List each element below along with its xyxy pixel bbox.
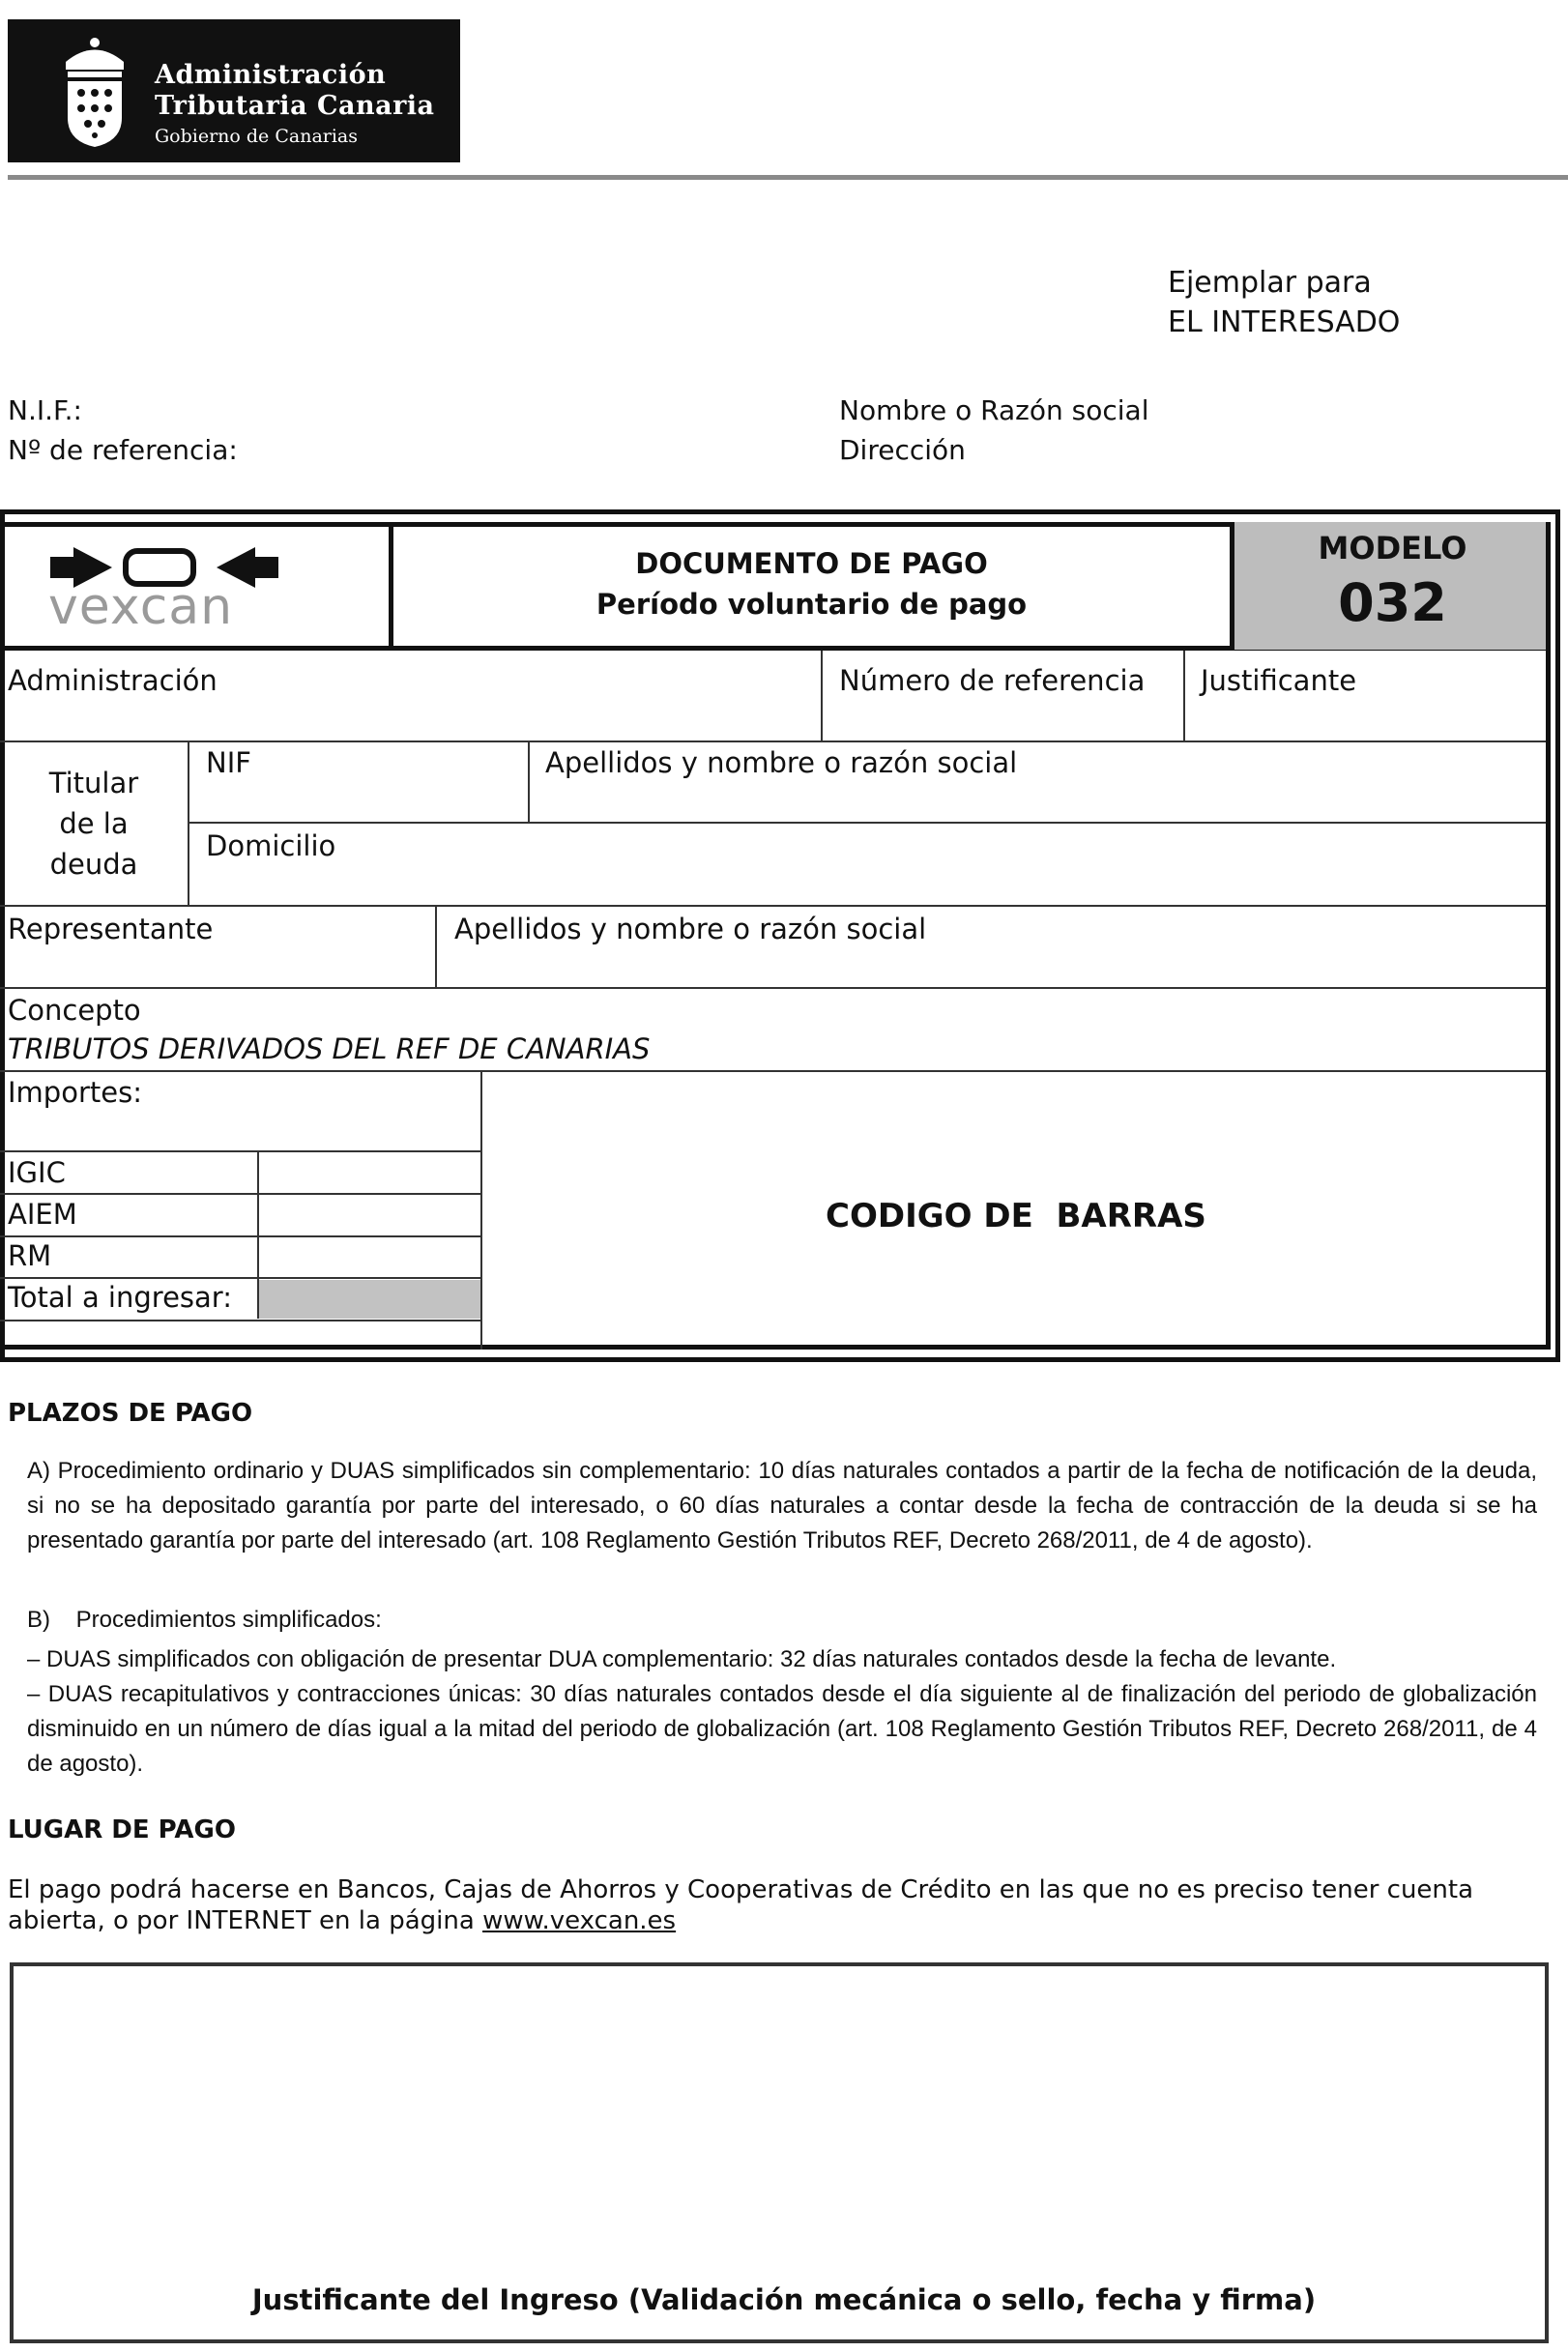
barcode-area-label: CODIGO DE BARRAS <box>826 1197 1206 1235</box>
plazos-bullet-2: – DUAS recapitulativos y contracciones únicas: 30 días naturales contados desde el día siguiente al de finalización del periodo de globalización disminuido en un número de días igual a la mitad del periodo de globalización (art. 108 Reglamento Gestión Tributos REF, Decreto 268/2011, de 4 de agosto). <box>27 1681 1537 1777</box>
concepto-value: TRIBUTOS DERIVADOS DEL REF DE CANARIAS <box>8 1032 651 1065</box>
plazos-bullet-1: – DUAS simplificados con obligación de presentar DUA complementario: 32 días naturales contados desde la fecha de levante. <box>27 1646 1337 1672</box>
divider <box>528 742 530 824</box>
agency-name-line1: Administración <box>155 60 387 90</box>
representante-label: Representante <box>8 913 214 945</box>
divider <box>189 822 1546 824</box>
divider <box>0 1193 480 1195</box>
divider <box>0 1150 480 1152</box>
total-amount-field <box>259 1280 480 1319</box>
agency-name-line2: Tributaria Canaria <box>155 91 435 121</box>
plazos-paragraph-b: B) Procedimientos simplificados: <box>27 1607 382 1633</box>
form-subtitle: Período voluntario de pago <box>595 588 1028 621</box>
importe-rm-label: RM <box>8 1239 52 1272</box>
modelo-label: MODELO <box>1318 530 1467 566</box>
lugar-text-body: El pago podrá hacerse en Bancos, Cajas de Ahorros y Cooperativas de Crédito en las que no es preciso tener cuenta abierta, o por INTERNET en la página <box>8 1875 1474 1935</box>
address-label: Dirección <box>839 434 966 466</box>
divider <box>0 1277 480 1279</box>
divider <box>0 987 1546 989</box>
crest-icon <box>46 33 143 149</box>
divider <box>435 907 437 988</box>
copy-for-recipient: EL INTERESADO <box>1168 305 1401 339</box>
titular-nif-label: NIF <box>206 746 251 779</box>
divider <box>0 905 1546 907</box>
vexcan-logo-text: vexcan <box>48 578 234 636</box>
importe-igic-label: IGIC <box>8 1156 66 1189</box>
representante-apellidos-label: Apellidos y nombre o razón social <box>454 913 927 945</box>
modelo-number: 032 <box>1338 572 1447 633</box>
titular-label-line1: Titular <box>48 767 139 799</box>
divider <box>0 1235 480 1237</box>
importe-aiem-label: AIEM <box>8 1198 77 1231</box>
total-label: Total a ingresar: <box>8 1281 232 1314</box>
lugar-title: LUGAR DE PAGO <box>8 1815 236 1844</box>
form-title: DOCUMENTO DE PAGO <box>635 547 988 580</box>
lugar-text <box>8 1874 1560 1936</box>
titular-domicilio-label: Domicilio <box>206 829 336 862</box>
justificante-caption: Justificante del Ingreso (Validación mecánica o sello, fecha y firma) <box>251 2283 1317 2316</box>
vexcan-link[interactable]: www.vexcan.es <box>482 1906 677 1935</box>
plazos-paragraph-a: A) Procedimiento ordinario y DUAS simplificados sin complementario: 10 días naturales contados a partir de la fecha de notificación de la deuda, si no se ha depositado garantía por parte del interesado, o 60 días naturales a contar desde la fecha de contracción de la deuda si se ha presentado garantía por parte del interesado (art. 108 Reglamento Gestión Tributos REF, Decreto 268/2011, de 4 de agosto). <box>27 1458 1537 1553</box>
agency-name-line3: Gobierno de Canarias <box>155 126 359 147</box>
copy-for-label: Ejemplar para <box>1168 266 1372 300</box>
divider <box>188 742 189 907</box>
concepto-label: Concepto <box>8 994 141 1027</box>
divider <box>821 651 823 742</box>
titular-label-line2: de la <box>59 807 129 840</box>
plazos-title: PLAZOS DE PAGO <box>8 1399 253 1428</box>
reference-label: Nº de referencia: <box>8 434 238 466</box>
header-divider <box>8 175 1568 180</box>
titular-apellidos-label: Apellidos y nombre o razón social <box>545 746 1018 779</box>
administracion-label: Administración <box>8 664 218 697</box>
divider <box>480 1072 482 1350</box>
titular-label-line3: deuda <box>49 848 138 881</box>
divider <box>0 740 1546 742</box>
nif-label: N.I.F.: <box>8 394 82 426</box>
divider <box>0 1070 1546 1072</box>
divider <box>1183 651 1185 742</box>
divider <box>0 1320 480 1321</box>
numero-referencia-label: Número de referencia <box>839 664 1146 697</box>
modelo-box <box>1230 522 1546 650</box>
agency-logo <box>8 19 460 162</box>
name-label: Nombre o Razón social <box>839 394 1149 426</box>
divider <box>389 522 393 650</box>
importes-label: Importes: <box>8 1076 142 1109</box>
justificante-label: Justificante <box>1201 664 1357 697</box>
